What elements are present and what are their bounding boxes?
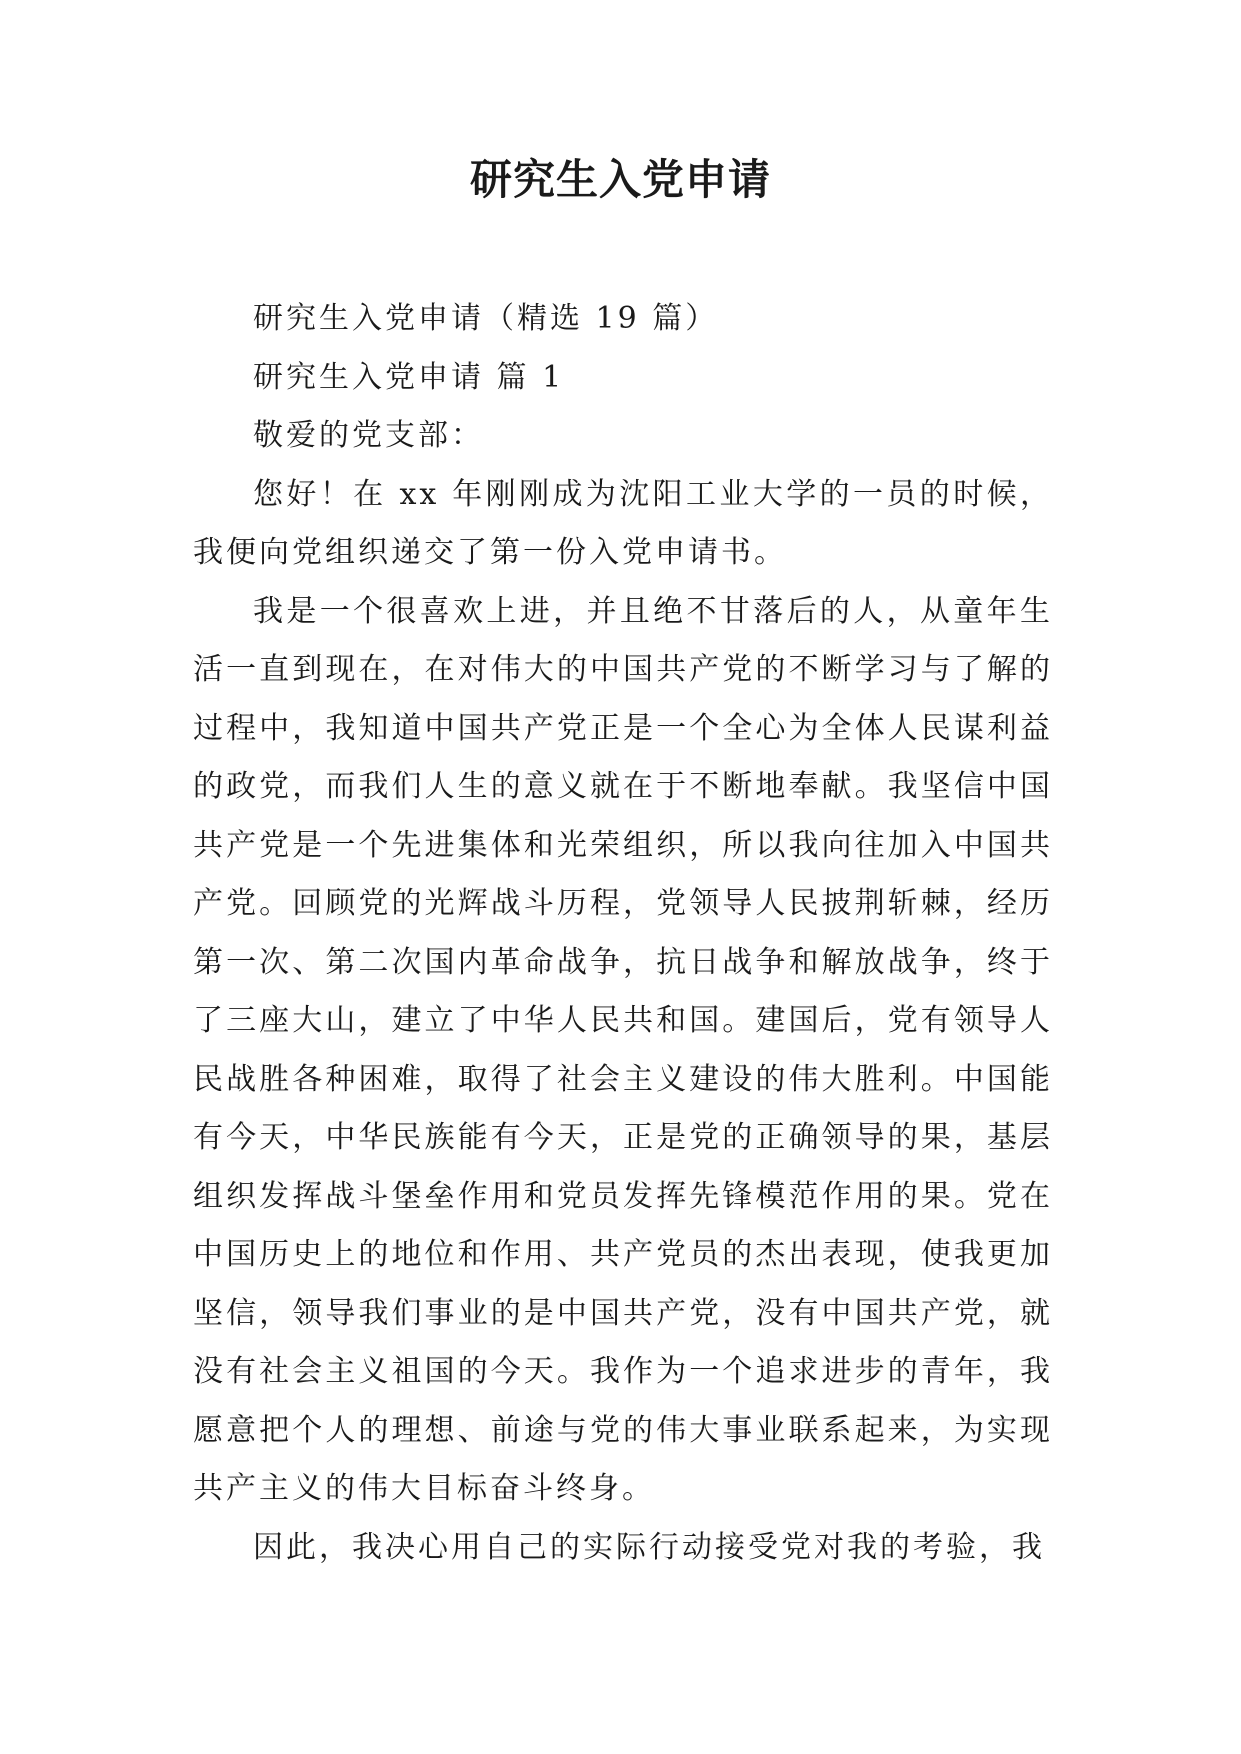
paragraph-2: 我是一个很喜欢上进，并且绝不甘落后的人，从童年生活一直到现在，在对伟大的中国共产党的不断学习与了解的过程中，我知道中国共产党正是一个全心为全体人民谋利益的政党，而我们人生的意义就在于不断地奉献。我坚信中国共产党是一个先进集体和光荣组织，所以我向往加入中国共产党。回顾党的光辉战斗历程，党领导人民披荆斩棘，经历第一次、第二次国内革命战争，抗日战争和解放战争，终于了三座大山，建立了中华人民共和国。建国后，党有领导人民战胜各种困难，取得了社会主义建设的伟大胜利。中国能有今天，中华民族能有今天，正是党的正确领导的果，基层组织发挥战斗堡垒作用和党员发挥先锋模范作用的果。党在中国历史上的地位和作用、共产党员的杰出表现，使我更加坚信，领导我们事业的是中国共产党，没有中国共产党，就没有社会主义祖国的今天。我作为一个追求进步的青年，我愿意把个人的理想、前途与党的伟大事业联系起来，为实现共产主义的伟大目标奋斗终身。	[193, 593, 1053, 1506]
paragraph-3: 因此，我决心用自己的实际行动接受党对我的考验，我	[253, 1529, 1045, 1565]
document-subtitle: 研究生入党申请（精选 19 篇）	[253, 301, 719, 336]
document-title: 研究生入党申请	[469, 155, 771, 204]
salutation: 敬爱的党支部：	[253, 418, 484, 453]
document-body	[193, 290, 1053, 1577]
paragraph-1: 您好！在 xx 年刚刚成为沈阳工业大学的一员的时候，我便向党组织递交了第一份入党申请书。	[193, 476, 1053, 570]
section-heading: 研究生入党申请 篇 1	[253, 359, 565, 395]
